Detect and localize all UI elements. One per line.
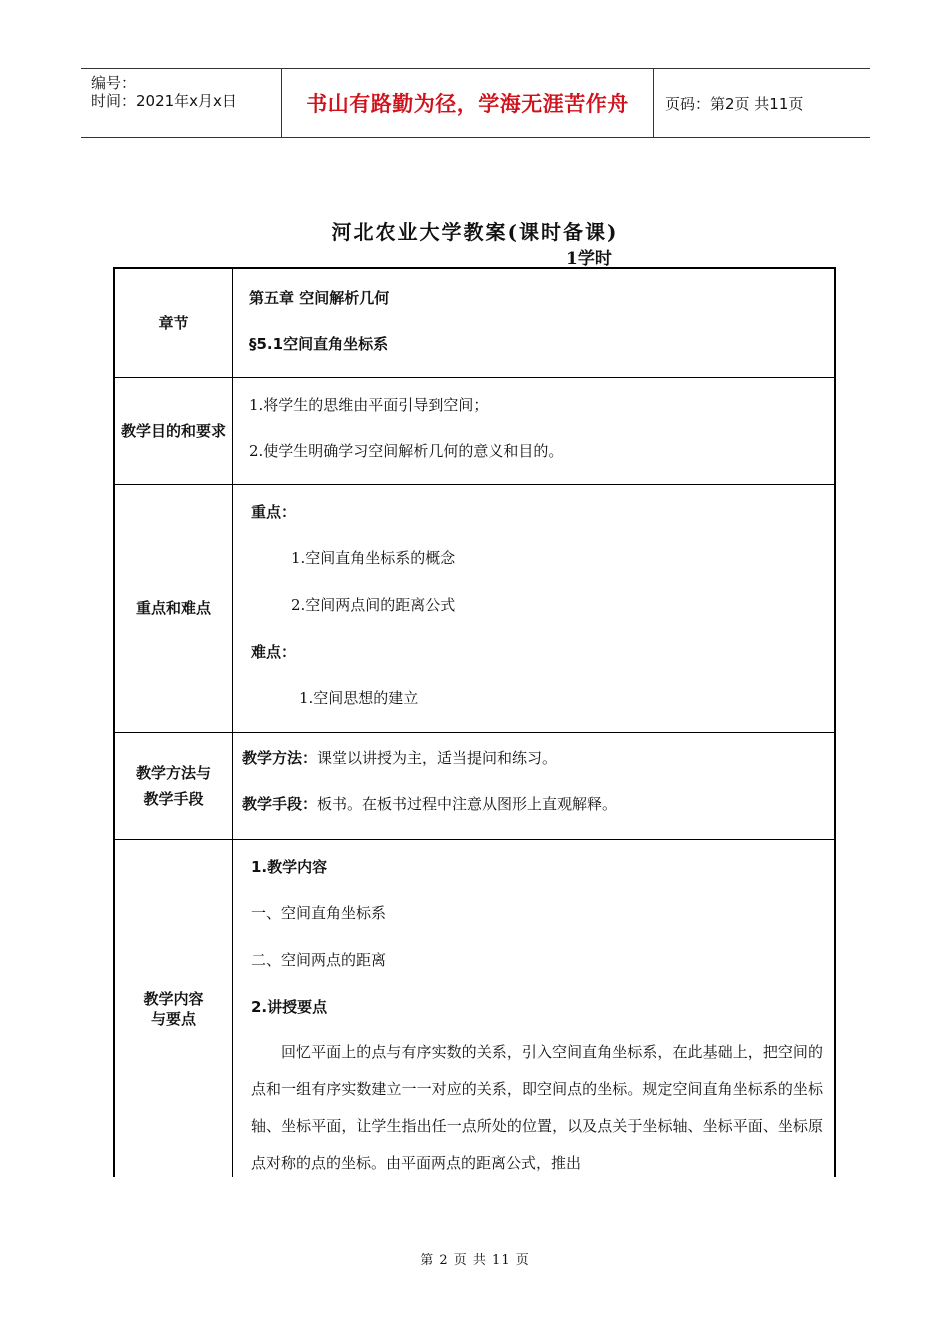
method-line <box>242 747 557 768</box>
key-item: 2.空间两点间的距离公式 <box>291 596 456 614</box>
goal-item: 1.将学生的思维由平面引导到空间； <box>249 396 489 414</box>
methods-row <box>115 732 834 840</box>
hard-heading: 难点： <box>251 643 297 661</box>
content-cell <box>233 839 834 1179</box>
goals-row <box>115 377 834 485</box>
goals-cell <box>233 377 834 484</box>
methods-cell <box>233 732 834 839</box>
document-title: 河北农业大学教案(课时备课) <box>331 220 619 244</box>
content-label-line2: 与要点 <box>150 1010 196 1028</box>
lesson-plan-table <box>113 267 836 1177</box>
methods-label-line2: 教学手段 <box>143 789 204 808</box>
content-label <box>115 839 232 1179</box>
goal-item: 2.使学生明确学习空间解析几何的意义和目的。 <box>249 442 564 460</box>
chapter-cell <box>233 269 834 377</box>
chapter-title: 第五章 空间解析几何 <box>249 289 390 307</box>
serial-label: 编号： <box>91 74 137 92</box>
content-item: 一、空间直角坐标系 <box>251 904 387 922</box>
key-points-cell <box>233 484 834 732</box>
method-heading: 教学方法： <box>242 749 318 767</box>
chapter-row <box>115 269 834 378</box>
goals-label: 教学目的和要求 <box>120 421 226 440</box>
document-subtitle: 1学时 <box>566 249 612 269</box>
content-row <box>115 839 834 1179</box>
means-text: 板书。在板书过程中注意从图形上直观解释。 <box>317 795 618 813</box>
content-heading: 1.教学内容 <box>251 858 328 876</box>
key-item: 1.空间直角坐标系的概念 <box>291 549 456 567</box>
chapter-label: 章节 <box>158 314 189 332</box>
time-label: 时间：2021年x月x日 <box>91 92 237 110</box>
section-title: §5.1空间直角坐标系 <box>249 335 389 353</box>
hard-item: 1.空间思想的建立 <box>299 689 419 707</box>
header-meta <box>81 69 281 137</box>
motto: 书山有路勤为径，学海无涯苦作舟 <box>281 69 654 137</box>
content-label-line1: 教学内容 <box>143 990 204 1008</box>
key-heading: 重点： <box>251 503 297 521</box>
means-line <box>242 793 617 814</box>
key-points-label: 重点和难点 <box>135 599 211 617</box>
methods-label-line1: 教学方法与 <box>135 763 211 782</box>
header-strip <box>81 68 870 138</box>
page-info: 页码：第2页 共11页 <box>665 94 804 113</box>
page-footer: 第 2 页 共 11 页 <box>420 1253 530 1268</box>
means-heading: 教学手段： <box>242 795 318 813</box>
methods-label <box>115 732 232 839</box>
lecture-heading: 2.讲授要点 <box>251 998 328 1016</box>
content-item: 二、空间两点的距离 <box>251 951 387 969</box>
key-points-row <box>115 484 834 733</box>
method-text: 课堂以讲授为主，适当提问和练习。 <box>317 749 558 767</box>
lecture-paragraph: 回忆平面上的点与有序实数的关系，引入空间直角坐标系，在此基础上，把空间的点和一组有序实数建立一一对应的关系，即空间点的坐标。规定空间直角坐标系的坐标轴、坐标平面，让学生指出任一点所处的位置，以及点关于坐标轴、坐标平面、坐标原点对称的点的坐标。由平面两点的距离公式，推出 <box>251 1043 823 1172</box>
